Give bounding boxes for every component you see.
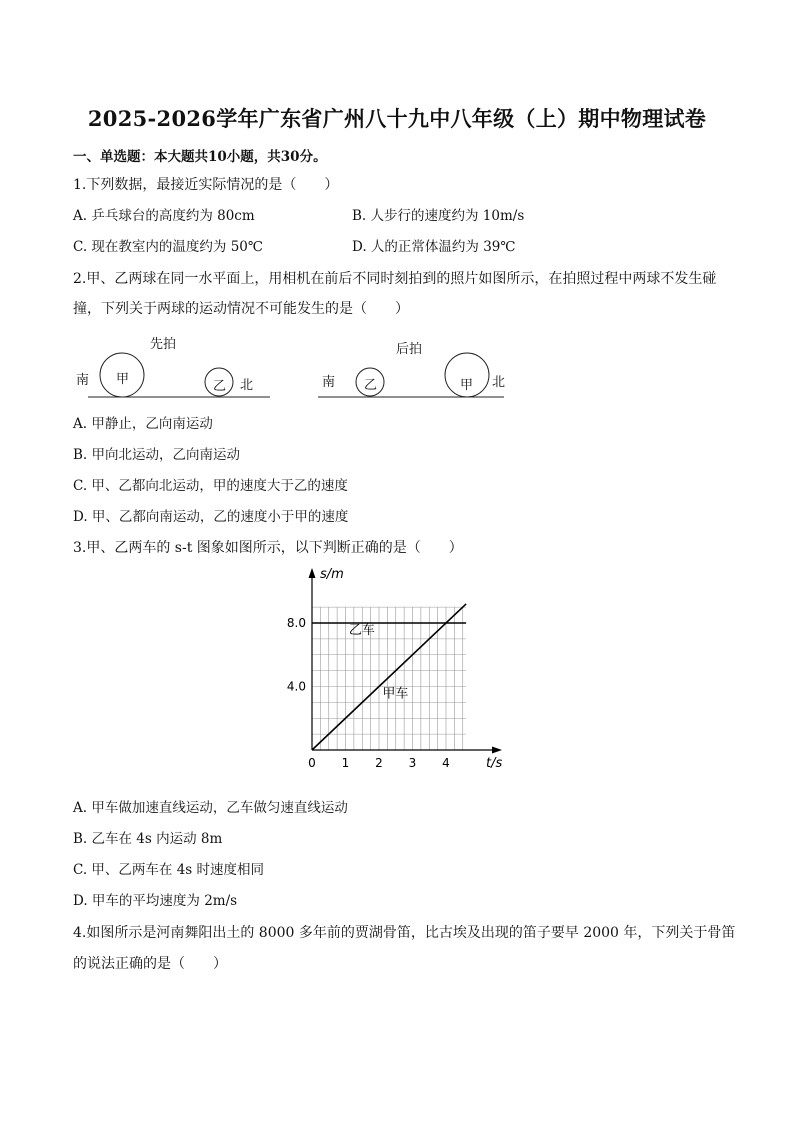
q3-option-a: A. 甲车做加速直线运动，乙车做匀速直线运动: [73, 800, 348, 816]
y-axis-label: s/m: [320, 567, 344, 582]
q1-option-a: A. 乒乓球台的高度约为 80cm: [73, 208, 255, 224]
q3-option-b: B. 乙车在 4s 内运动 8m: [73, 831, 223, 847]
y-tick-label: 4.0: [286, 679, 306, 694]
series-line-1: [312, 604, 466, 750]
q4-stem-line1: 4.如图所示是河南舞阳出土的 8000 多年前的贾湖骨笛，比古埃及出现的笛子要早 2000 年，下列关于骨笛: [73, 925, 736, 941]
q2-ground-after: [310, 345, 510, 405]
y-axis-arrow: [309, 568, 316, 578]
x-tick-label: 1: [341, 756, 350, 770]
caption-after: 后拍: [396, 342, 423, 357]
q2-stem-line2: 撞，下列关于两球的运动情况不可能发生的是（ ）: [73, 301, 409, 317]
st-graph: [270, 560, 520, 775]
ball-yi-label-before: 乙: [213, 379, 227, 394]
x-tick-label: 0: [308, 756, 316, 770]
south-label: 南: [322, 375, 336, 390]
q3-option-d: D. 甲车的平均速度为 2m/s: [73, 893, 238, 909]
q1-option-d: D. 人的正常体温约为 39℃: [352, 239, 516, 255]
caption-before: 先拍: [150, 337, 177, 352]
q2-option-b: B. 甲向北运动，乙向南运动: [73, 447, 241, 463]
q3-option-c: C. 甲、乙两车在 4s 时速度相同: [73, 862, 265, 878]
ball-jia-label-after: 甲: [460, 378, 474, 393]
q1-option-c: C. 现在教室内的温度约为 50℃: [73, 239, 264, 255]
north-label: 北: [240, 378, 254, 393]
y-tick-label: 8.0: [286, 616, 306, 630]
ball-jia-label-before: 甲: [116, 372, 130, 387]
x-tick-label: 3: [408, 756, 417, 770]
q1-stem: 1.下列数据，最接近实际情况的是（ ）: [73, 177, 339, 193]
x-axis-arrow: [492, 747, 502, 754]
q3-stem: 3.甲、乙两车的 s-t 图象如图所示，以下判断正确的是（ ）: [73, 540, 463, 556]
section-heading: 一、单选题：本大题共10小题，共30分。: [73, 149, 327, 165]
x-axis-label: t/s: [486, 756, 503, 771]
q2-option-a: A. 甲静止，乙向南运动: [73, 416, 213, 432]
q1-option-b: B. 人步行的速度约为 10m/s: [352, 208, 525, 224]
q2-option-d: D. 甲、乙都向南运动，乙的速度小于甲的速度: [73, 509, 349, 525]
ball-yi-label-after: 乙: [364, 378, 378, 393]
q2-option-c: C. 甲、乙都向北运动，甲的速度大于乙的速度: [73, 478, 348, 494]
q2-ground-before: [80, 345, 280, 405]
q4-stem-line2: 的说法正确的是（ ）: [73, 956, 227, 972]
x-tick-label: 2: [375, 756, 383, 770]
north-label: 北: [492, 375, 506, 390]
series-label-jia: 甲车: [382, 686, 409, 702]
page-title: 2025-2026学年广东省广州八十九中八年级（上）期中物理试卷: [87, 106, 707, 131]
x-tick-label: 4: [442, 756, 450, 770]
q2-stem-line1: 2.甲、乙两球在同一水平面上，用相机在前后不同时刻拍到的照片如图所示，在拍照过程中两球不发生碰: [73, 271, 717, 287]
series-label-yi: 乙车: [348, 623, 375, 639]
south-label: 南: [76, 373, 90, 388]
